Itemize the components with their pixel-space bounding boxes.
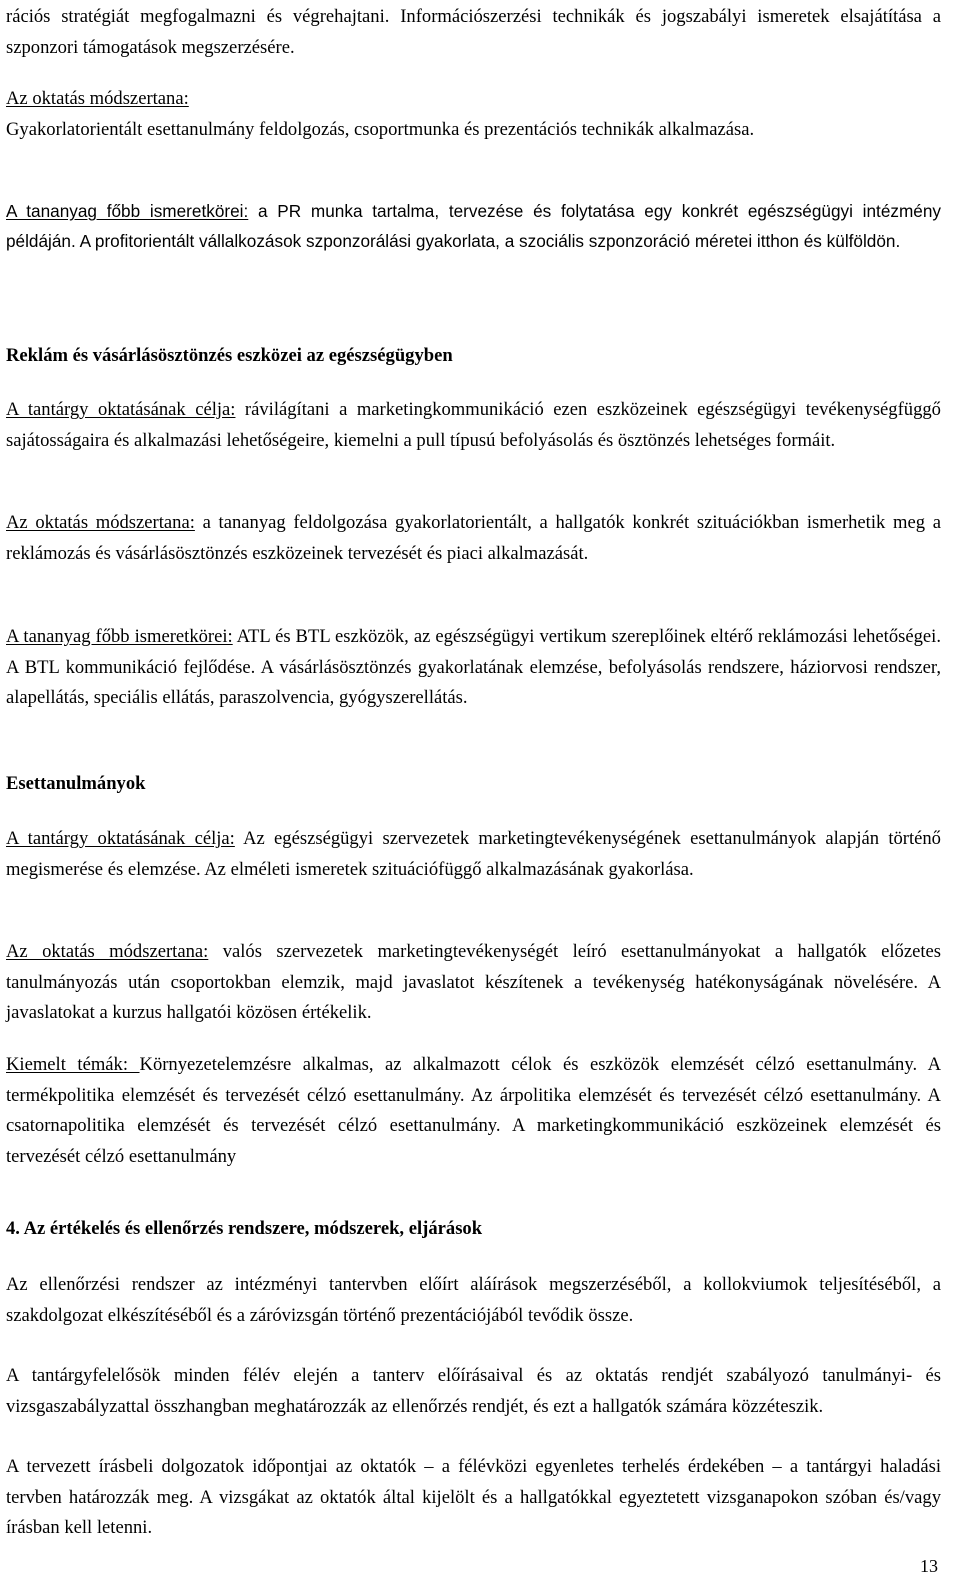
reklam-goal-paragraph (6, 395, 941, 456)
eset-goal-paragraph (6, 824, 941, 885)
eset-method-label: Az oktatás módszertana: (6, 941, 209, 962)
ertekeles-text-3: A tervezett írásbeli dolgozatok időpontjai az oktatók – a félévközi egyenletes terhelés érdekében – a tantárgyi haladási tervben határozzák meg. A vizsgákat az oktatók által kijelölt és a hallgatókkal egyeztetett vizsganapokon szóban és/vagy írásban kell letenni. (6, 1456, 941, 1538)
intro-paragraph (6, 2, 941, 63)
eset-method-paragraph (6, 937, 941, 1029)
reklam-goal-label: A tantárgy oktatásának célja: (6, 399, 236, 420)
topics-text: a PR munka tartalma, tervezése és folytatása egy konkrét egészségügyi intézmény példáján. (6, 201, 942, 251)
reklam-topics-paragraph (6, 622, 941, 714)
eset-topics-paragraph (6, 1050, 941, 1172)
eset-goal-label: A tantárgy oktatásának célja: (6, 828, 235, 849)
eset-topics-text: Környezetelemzésre alkalmas, az alkalmazott célok és eszközök elemzését célzó esettanulmány. A termékpolitika elemzését és tervezését célzó esettanulmány. Az árpolitika elemzését és tervezését célzó esettanulmány. A csatornapolitika elemzését és tervezését célzó esettanulmány. A marketingkommunikáció eszközeinek elemzését és tervezését célzó esettanulmány (6, 1054, 941, 1167)
topics-label: A tananyag főbb ismeretkörei: (6, 201, 249, 221)
ertekeles-text-2: A tantárgyfelelősök minden félév elején a tanterv előírásaival és az oktatás rendjét szabályozó tanulmányi- és vizsgaszabályzattal összhangban meghatározzák az ellenőrzés rendjét, és ezt a hallgatók számára közzéteszik. (6, 1365, 941, 1417)
ertekeles-para-3 (6, 1452, 941, 1544)
eset-method-text: valós szervezetek marketingtevékenységét leíró esettanulmányokat a hallgatók előzetes tanulmányozás után csoportokban elemzik, majd javaslatot készítenek a tevékenység hatékonyságának növelésére. A javaslatokat a kurzus hallgatói közösen értékelik. (6, 941, 941, 1023)
method-label: Az oktatás módszertana: (6, 88, 189, 109)
reklam-method-paragraph (6, 508, 941, 569)
section-heading-reklam: Reklám és vásárlásösztönzés eszközei az egészségügyben (6, 345, 453, 366)
ertekeles-para-1 (6, 1270, 941, 1331)
reklam-topics-label: A tananyag főbb ismeretkörei: (6, 626, 233, 647)
ertekeles-para-2 (6, 1361, 941, 1422)
topics-paragraph (6, 196, 941, 256)
eset-goal-text: Az egészségügyi szervezetek marketingtevékenységének esettanulmányok alapján történő megismerése és elemzése. Az elméleti ismeretek szituációfüggő alkalmazásának gyakorlása. (6, 828, 941, 880)
method-text: Gyakorlatorientált esettanulmány feldolgozás, csoportmunka és prezentációs technikák alkalmazása. (6, 118, 755, 140)
eset-topics-label: Kiemelt témák: (6, 1054, 140, 1075)
reklam-method-label: Az oktatás módszertana: (6, 512, 195, 533)
reklam-method-text: a tananyag feldolgozása gyakorlatorientált, a hallgatók konkrét szituációkban ismerhetik meg a reklámozás és vásárlásösztönzés eszközeinek tervezését és piaci alkalmazását. (6, 512, 941, 564)
intro-text: rációs stratégiát megfogalmazni és végrehajtani. Információszerzési technikák és jogszabályi ismeretek elsajátítása a szponzori támogatások megszerzésére. (6, 6, 941, 58)
page-number: 13 (920, 1556, 938, 1576)
reklam-topics-text: ATL és BTL eszközök, az egészségügyi vertikum szereplőinek eltérő reklámozási lehetőségei. A BTL kommunikáció fejlődése. A vásárlásösztönzés gyakorlatának elemzése, befolyásolás rendszere, háziorvosi rendszer, alapellátás, speciális ellátás, paraszolvencia, gyógyszerellátás. (6, 626, 941, 708)
reklam-goal-text: rávilágítani a marketingkommunikáció ezen eszközeinek egészségügyi tevékenységfüggő sajátosságaira és alkalmazási lehetőségeire, kiemelni a pull típusú befolyásolás és ösztönzés lehetséges formáit. (6, 399, 941, 451)
section-heading-esettanulmanyok: Esettanulmányok (6, 773, 146, 794)
topics-text-2: A profitorientált vállalkozások szponzorálási gyakorlata, a szociális szponzoráció méretei itthon és külföldön. (75, 231, 901, 251)
ertekeles-text-1: Az ellenőrzési rendszer az intézményi tantervben előírt aláírások megszerzéséből, a kollokviumok teljesítéséből, a szakdolgozat elkészítéséből és a záróvizsgán történő prezentációjából tevődik össze. (6, 1274, 941, 1326)
method-paragraph (6, 84, 941, 145)
section-heading-ertekeles: 4. Az értékelés és ellenőrzés rendszere, módszerek, eljárások (6, 1218, 483, 1239)
